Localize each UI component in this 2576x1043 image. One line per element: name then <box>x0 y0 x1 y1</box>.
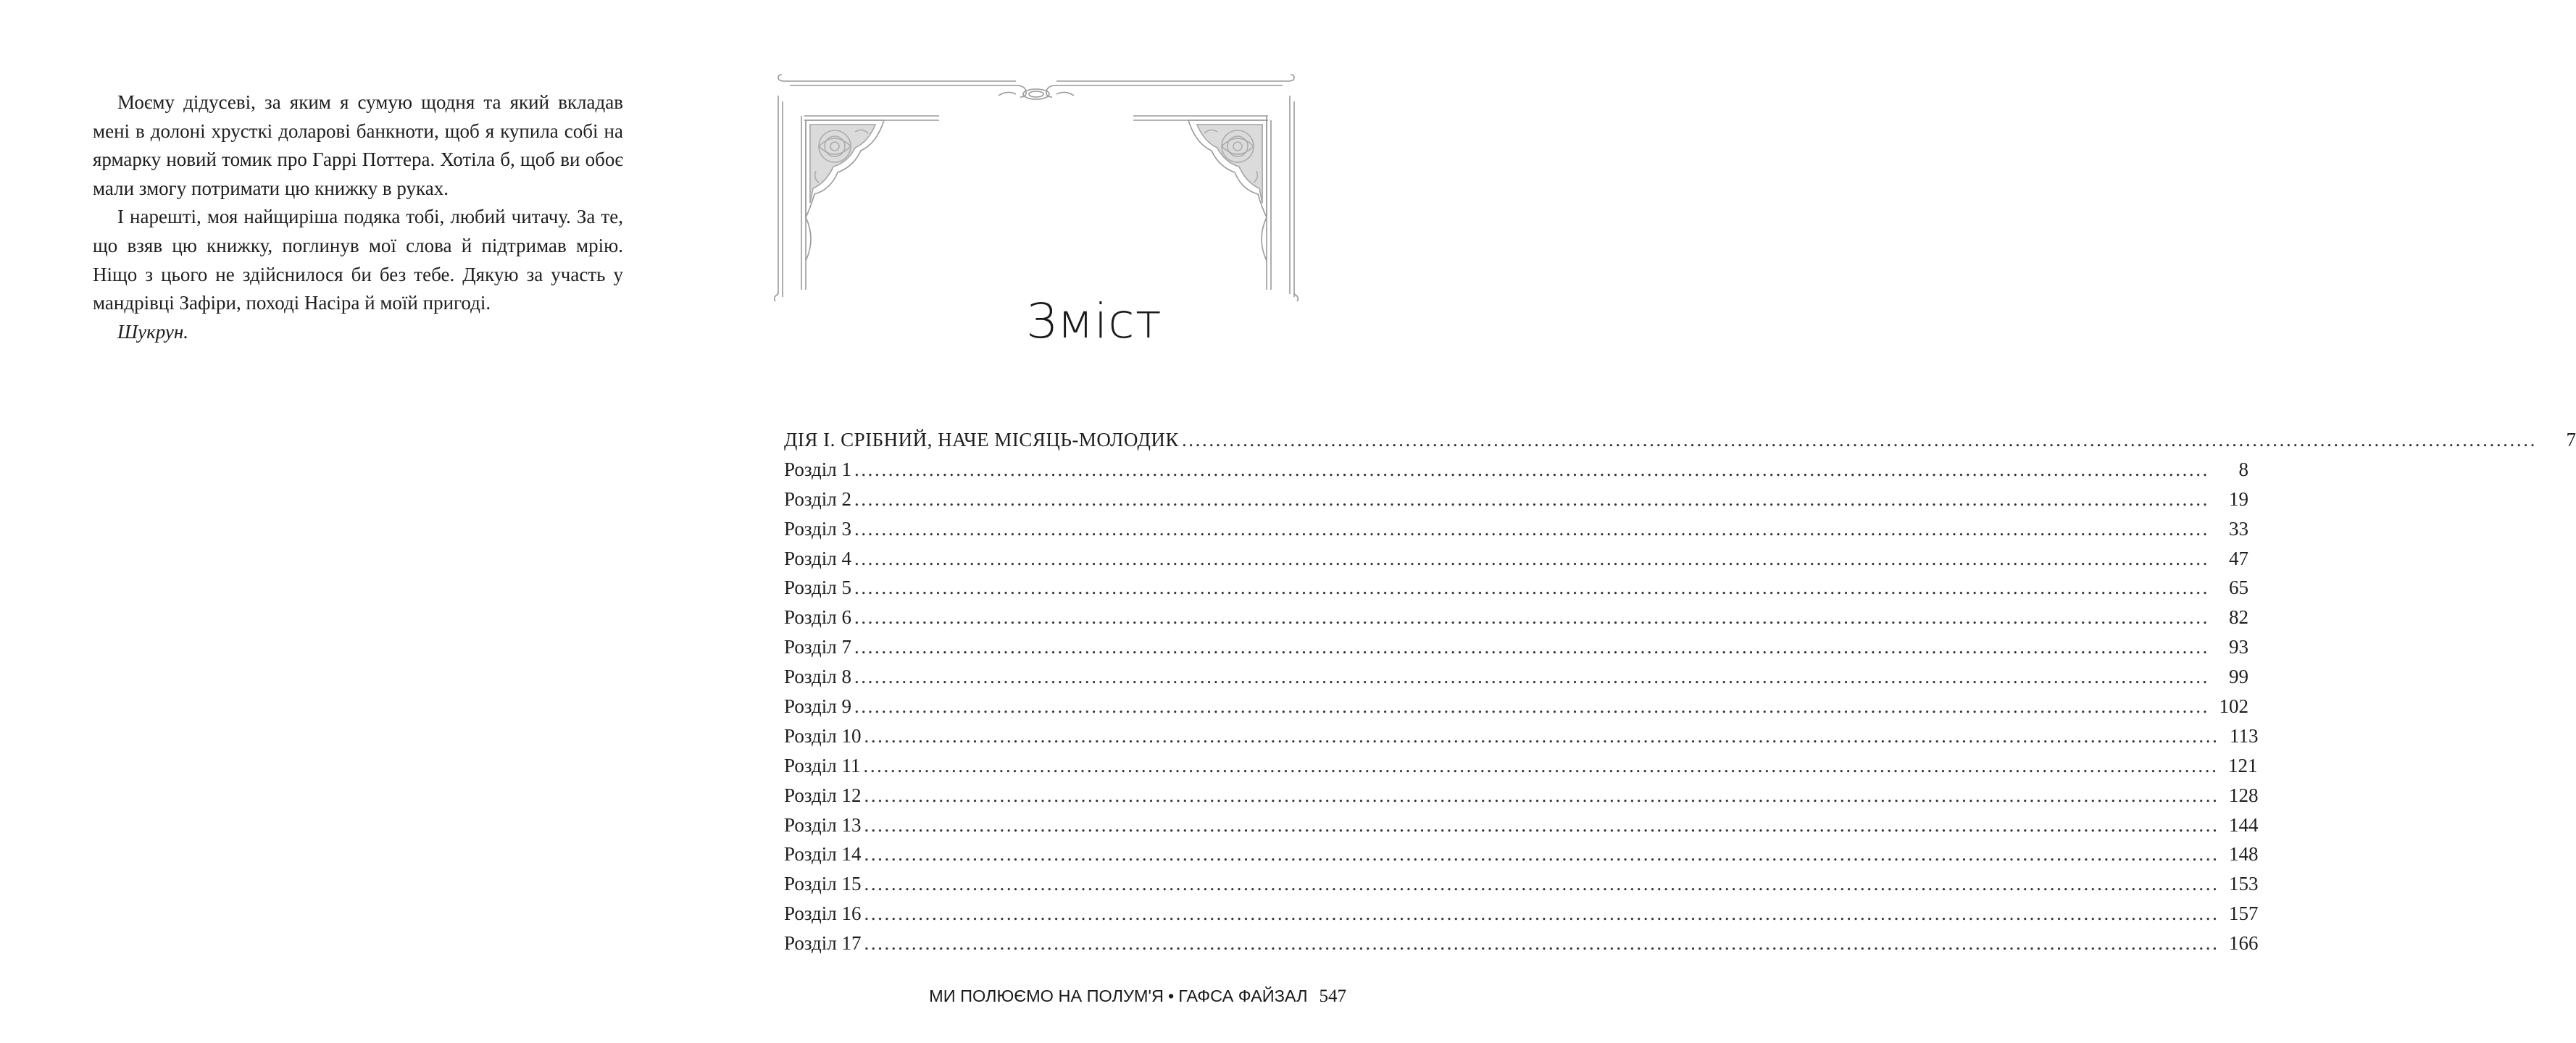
toc-entry <box>784 932 2259 962</box>
toc-dot-leader: ........................................................................................................................................................................................................ <box>854 547 2209 569</box>
toc-entry-page: 93 <box>2228 636 2248 658</box>
toc-entry-page: 102 <box>2219 695 2248 718</box>
toc-entry-label: Розділ 15 <box>784 873 862 895</box>
toc-entry-page: 148 <box>2228 843 2259 866</box>
toc-dot-leader: ........................................................................................................................................................................................................ <box>854 695 2209 718</box>
toc-entry-page: 128 <box>2228 784 2259 806</box>
toc-entry <box>784 873 2259 902</box>
toc-dot-leader: ........................................................................................................................................................................................................ <box>863 754 2219 776</box>
toc-dot-leader: ........................................................................................................................................................................................................ <box>1181 429 2537 451</box>
toc-entry-label: Розділ 13 <box>784 813 862 836</box>
toc-dot-leader: ........................................................................................................................................................................................................ <box>864 843 2219 866</box>
footer-author: ГАФСА ФАЙЗАЛ <box>1178 987 1308 1005</box>
toc-entry <box>784 636 2248 666</box>
toc-dot-leader: ........................................................................................................................................................................................................ <box>864 784 2219 806</box>
toc-dot-leader: ........................................................................................................................................................................................................ <box>864 813 2219 836</box>
toc-entry <box>784 577 2248 606</box>
toc-entry-page: 8 <box>2238 458 2248 480</box>
toc-entry-label: Розділ 12 <box>784 784 862 806</box>
toc-entry <box>784 724 2259 755</box>
page-title: Зміст <box>1026 293 1162 349</box>
toc-entry-page: 99 <box>2228 666 2248 688</box>
toc-entry-label: Розділ 9 <box>784 695 851 718</box>
toc-dot-leader: ........................................................................................................................................................................................................ <box>854 458 2209 480</box>
toc-entry <box>784 547 2248 577</box>
toc-entry-label: Розділ 14 <box>784 843 862 866</box>
toc-dot-leader: ........................................................................................................................................................................................................ <box>854 636 2209 658</box>
toc-dot-leader: ........................................................................................................................................................................................................ <box>864 932 2219 955</box>
toc-dot-leader: ........................................................................................................................................................................................................ <box>864 873 2219 895</box>
toc-entry <box>784 813 2259 844</box>
table-of-contents <box>784 429 2576 962</box>
footer-separator: • <box>1167 987 1175 1005</box>
toc-entry-label: Розділ 17 <box>784 932 862 955</box>
toc-entry-label: Розділ 4 <box>784 547 851 569</box>
toc-dot-leader: ........................................................................................................................................................................................................ <box>854 487 2209 510</box>
dedication-text <box>93 88 623 346</box>
toc-entry-label: Розділ 3 <box>784 517 851 540</box>
left-page <box>0 0 696 1043</box>
toc-entry-label: Розділ 16 <box>784 902 862 925</box>
right-page <box>696 0 2576 1043</box>
toc-entry-label: Розділ 11 <box>784 754 861 776</box>
toc-entry-page: 153 <box>2228 873 2259 895</box>
toc-entry <box>784 487 2248 518</box>
toc-entry <box>784 843 2259 873</box>
toc-entry-label: Розділ 1 <box>784 458 851 480</box>
toc-act-entry <box>784 429 2576 458</box>
running-footer <box>929 987 1346 1007</box>
toc-entry-page: 121 <box>2227 754 2258 776</box>
toc-dot-leader: ........................................................................................................................................................................................................ <box>854 666 2209 688</box>
toc-entry <box>784 517 2248 548</box>
toc-entry-page: 144 <box>2228 813 2259 836</box>
toc-entry <box>784 754 2258 784</box>
toc-entry-label: Розділ 8 <box>784 666 851 688</box>
toc-entry <box>784 458 2248 488</box>
toc-entry <box>784 666 2248 695</box>
footer-book-title: МИ ПОЛЮЄМО НА ПОЛУМ'Я <box>929 987 1164 1005</box>
toc-dot-leader: ........................................................................................................................................................................................................ <box>854 577 2209 599</box>
toc-entry <box>784 784 2259 814</box>
toc-entry-label: Розділ 2 <box>784 487 851 510</box>
decorative-frame-ornament-icon <box>768 72 1304 306</box>
toc-dot-leader: ........................................................................................................................................................................................................ <box>854 606 2209 629</box>
toc-entry-page: 7 <box>2566 429 2576 451</box>
toc-entry-page: 157 <box>2228 902 2259 925</box>
toc-entry-page: 33 <box>2228 517 2248 540</box>
toc-entry <box>784 695 2248 725</box>
toc-entry-label: Розділ 7 <box>784 636 851 658</box>
toc-entry <box>784 902 2259 932</box>
toc-entry-page: 166 <box>2228 932 2259 955</box>
toc-entry-label: Розділ 6 <box>784 606 851 629</box>
paragraph: Моєму дідусеві, за яким я сумую щодня та який вкладав мені в долоні хрусткі доларові банкноти, щоб я купила собі на ярмарку новий томик про Гаррі Поттера. Хотіла б, щоб ви обоє мали змогу потримати цю книжку в руках. <box>93 91 623 199</box>
page-number: 547 <box>1319 987 1346 1006</box>
toc-entry-label: Розділ 5 <box>784 577 851 599</box>
signoff: Шукрун. <box>117 320 189 343</box>
toc-entry-page: 47 <box>2228 547 2248 569</box>
paragraph: І нарешті, моя найщиріша подяка тобі, любий читачу. За те, що взяв цю книжку, поглинув мої слова й підтримав мрію. Ніщо з цього не здійснилося би без тебе. Дякую за участь у мандрівці Зафіри, поході Насіра й моїй пригоді. <box>93 206 623 314</box>
toc-entry <box>784 606 2248 636</box>
toc-dot-leader: ........................................................................................................................................................................................................ <box>864 902 2219 925</box>
toc-entry-label: ДІЯ І. СРІБНИЙ, НАЧЕ МІСЯЦЬ-МОЛОДИК <box>784 429 1179 451</box>
toc-dot-leader: ........................................................................................................................................................................................................ <box>854 517 2209 540</box>
toc-dot-leader: ........................................................................................................................................................................................................ <box>864 724 2219 747</box>
toc-entry-page: 65 <box>2228 577 2248 599</box>
toc-entry-page: 82 <box>2228 606 2248 629</box>
toc-entry-label: Розділ 10 <box>784 724 862 747</box>
toc-entry-page: 113 <box>2229 724 2259 747</box>
toc-entry-page: 19 <box>2228 487 2248 510</box>
